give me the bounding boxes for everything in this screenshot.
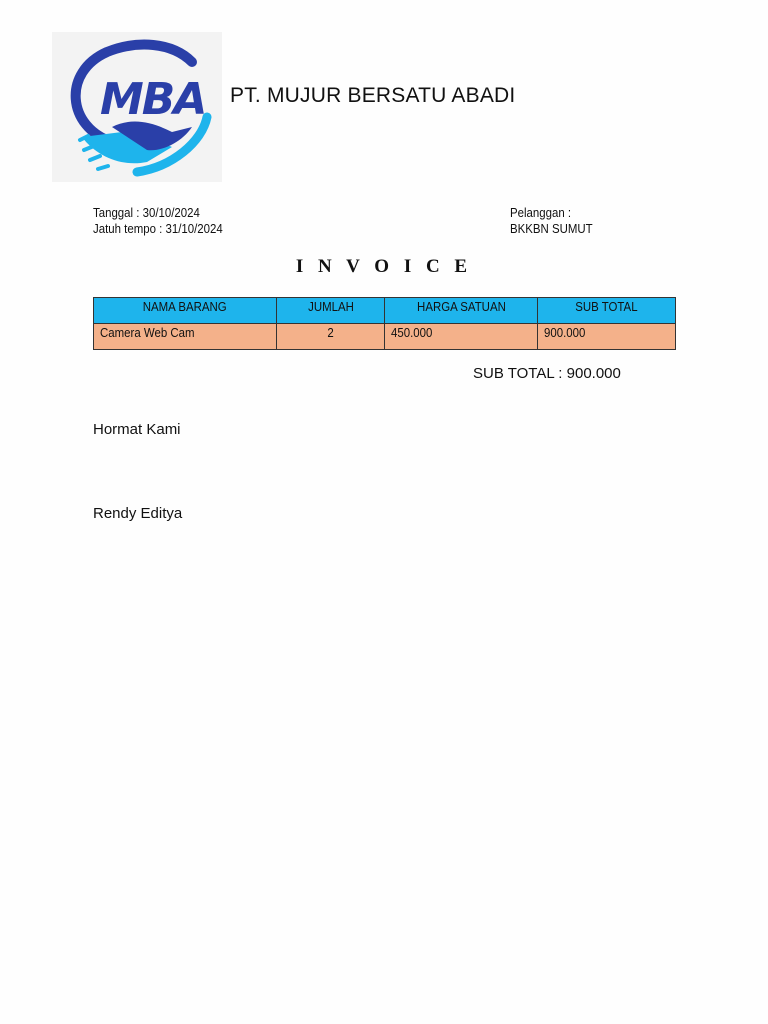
customer-label: Pelanggan :	[510, 205, 572, 220]
handshake-logo-icon	[52, 32, 222, 182]
column-header: JUMLAH	[276, 298, 385, 324]
column-header: SUB TOTAL	[538, 298, 676, 324]
item-subtotal-cell: 900.000	[538, 324, 676, 350]
subtotal-summary: SUB TOTAL : 900.000	[473, 365, 621, 382]
invoice-items-table	[93, 297, 676, 350]
table-row	[94, 324, 676, 350]
closing-regards: Hormat Kami	[93, 421, 181, 438]
invoice-date: Tanggal : 30/10/2024	[93, 205, 200, 220]
invoice-dates	[93, 205, 223, 237]
invoice-title: I N V O I C E	[295, 256, 473, 277]
company-name: PT. MUJUR BERSATU ABADI	[230, 84, 516, 107]
customer-info	[510, 205, 593, 237]
item-name-cell: Camera Web Cam	[94, 324, 277, 350]
column-header: HARGA SATUAN	[385, 298, 538, 324]
customer-name: BKKBN SUMUT	[510, 221, 593, 236]
invoice-due-date: Jatuh tempo : 31/10/2024	[93, 221, 223, 236]
item-price-cell: 450.000	[385, 324, 538, 350]
table-header-row	[94, 298, 676, 324]
company-logo	[52, 32, 222, 182]
column-header: NAMA BARANG	[94, 298, 277, 324]
signer-name: Rendy Editya	[93, 505, 183, 522]
svg-text:MBA: MBA	[100, 74, 206, 125]
item-qty-cell: 2	[276, 324, 385, 350]
